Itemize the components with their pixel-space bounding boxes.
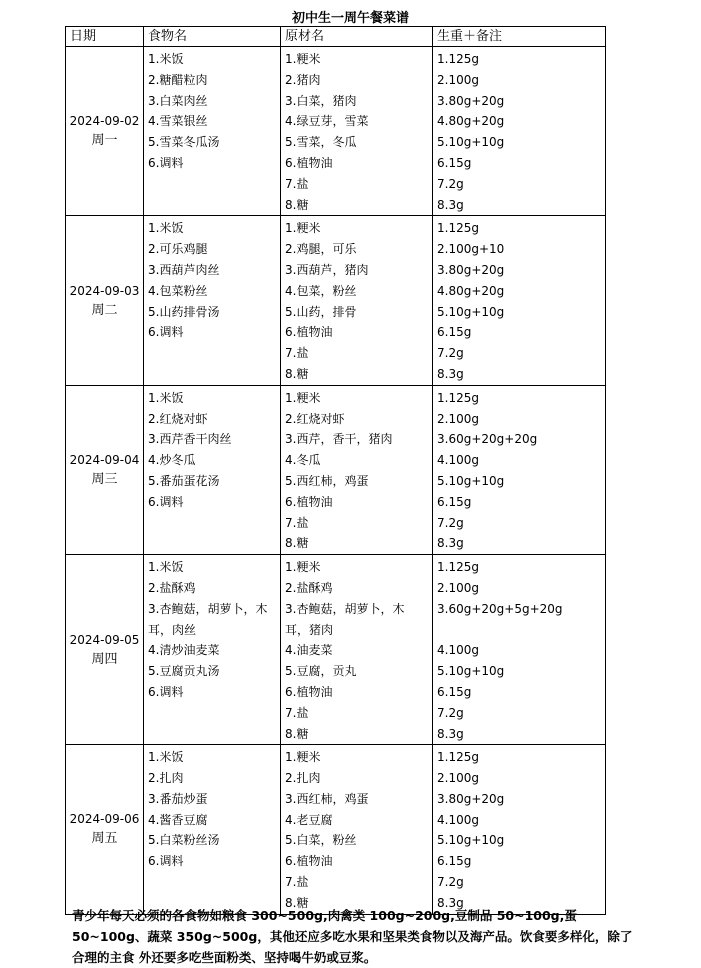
material-cell [281, 745, 433, 914]
header-row [66, 27, 606, 47]
date-text: 2024-09-06 [69, 812, 140, 827]
weight-item: 3.80g+20g [437, 262, 505, 277]
food-cell [144, 745, 281, 914]
material-item: 3.西芹，香干，猪肉 [285, 432, 393, 447]
weight-item: 6.15g [437, 325, 472, 340]
material-item: 4.绿豆芽，雪菜 [285, 114, 369, 129]
weight-item [437, 620, 601, 641]
food-item: 3.杏鲍菇，胡萝卜，木耳，肉丝 [148, 601, 268, 637]
weight-item: 5.10g+10g [437, 473, 505, 488]
weight-item: 6.15g [437, 155, 472, 170]
food-item: 4.雪菜银丝 [148, 114, 208, 129]
weight-item: 1.125g [437, 750, 479, 765]
material-item: 7.盐 [285, 705, 309, 720]
weight-item: 5.10g+10g [437, 135, 505, 150]
food-item: 3.白菜肉丝 [148, 93, 208, 108]
day-row [66, 216, 606, 385]
date-text: 2024-09-04 [69, 452, 140, 467]
weight-item: 5.10g+10g [437, 664, 505, 679]
weight-item: 3.80g+20g [437, 93, 505, 108]
day-date-cell [66, 216, 144, 385]
material-item: 7.盐 [285, 515, 309, 530]
material-item: 3.西红柿，鸡蛋 [285, 791, 369, 806]
weekday-text: 周一 [91, 133, 118, 149]
food-cell [144, 216, 281, 385]
material-item: 2.盐酥鸡 [285, 580, 333, 595]
nutrition-note: 青少年每天必须的各食物如粮食 300~500g,肉禽类 100g~200g,豆制品 50~100g,蛋 50~100g、蔬菜 350g~500g，其他还应多吃水果和坚果类食物以及海产品。饮食要多样化，除了合理的主食 外还要多吃些面粉类、坚持喝牛奶或豆浆。 [72, 908, 633, 965]
material-item: 5.山药，排骨 [285, 304, 357, 319]
day-row [66, 47, 606, 216]
header-materials: 原材名 [281, 27, 433, 47]
food-item: 5.豆腐贡丸汤 [148, 664, 220, 679]
food-item: 1.米饭 [148, 750, 184, 765]
material-item: 2.猪肉 [285, 72, 321, 87]
day-row [66, 555, 606, 745]
weight-item: 7.2g [437, 515, 464, 530]
food-item: 6.调料 [148, 854, 184, 869]
material-item: 2.扎肉 [285, 771, 321, 786]
weekday-text: 周三 [91, 471, 118, 487]
material-item: 6.植物油 [285, 155, 333, 170]
food-item: 4.炒冬瓜 [148, 453, 196, 468]
material-cell [281, 385, 433, 554]
food-item: 3.西芹香干肉丝 [148, 432, 232, 447]
material-cell [281, 555, 433, 745]
food-item: 4.包菜粉丝 [148, 283, 208, 298]
weight-item: 6.15g [437, 684, 472, 699]
weight-cell [433, 47, 606, 216]
material-item: 8.糖 [285, 197, 309, 212]
material-item: 1.粳米 [285, 52, 321, 66]
weight-item: 7.2g [437, 176, 464, 191]
food-item: 6.调料 [148, 494, 184, 509]
day-date-cell [66, 555, 144, 745]
day-date-cell [66, 745, 144, 914]
weight-item: 4.100g [437, 643, 479, 658]
food-item: 1.米饭 [148, 52, 184, 66]
material-item: 3.白菜，猪肉 [285, 93, 357, 108]
weekday-text: 周五 [91, 831, 118, 847]
material-item: 4.老豆腐 [285, 812, 333, 827]
weight-item: 7.2g [437, 875, 464, 890]
weight-item: 4.100g [437, 812, 479, 827]
date-text: 2024-09-05 [69, 632, 140, 647]
material-item: 6.植物油 [285, 854, 333, 869]
food-item: 5.番茄蛋花汤 [148, 473, 220, 488]
material-item: 1.粳米 [285, 750, 321, 765]
material-cell [281, 216, 433, 385]
material-item: 5.西红柿，鸡蛋 [285, 473, 369, 488]
weight-item: 8.3g [437, 726, 464, 741]
header-food: 食物名 [144, 27, 281, 47]
weight-item: 2.100g [437, 771, 479, 786]
weight-item: 1.125g [437, 390, 479, 405]
weight-item: 5.10g+10g [437, 304, 505, 319]
weight-item: 2.100g [437, 580, 479, 595]
food-item: 2.扎肉 [148, 771, 184, 786]
date-text: 2024-09-03 [69, 283, 140, 298]
material-item: 5.白菜，粉丝 [285, 833, 357, 848]
material-item: 4.油麦菜 [285, 643, 333, 658]
day-date-cell [66, 47, 144, 216]
weight-item: 3.60g+20g+5g+20g [437, 601, 563, 616]
material-item: 6.植物油 [285, 684, 333, 699]
weight-item: 2.100g [437, 411, 479, 426]
weight-item: 7.2g [437, 705, 464, 720]
material-item: 8.糖 [285, 536, 309, 551]
weight-cell [433, 216, 606, 385]
food-item: 5.雪菜冬瓜汤 [148, 135, 220, 150]
food-item: 5.白菜粉丝汤 [148, 833, 220, 848]
material-item: 4.冬瓜 [285, 453, 321, 468]
food-item: 2.糖醋粒肉 [148, 72, 208, 87]
weight-item: 4.80g+20g [437, 283, 505, 298]
material-item: 8.糖 [285, 366, 309, 381]
weight-item: 8.3g [437, 197, 464, 212]
weight-item: 3.80g+20g [437, 791, 505, 806]
weight-item: 6.15g [437, 494, 472, 509]
weight-item: 5.10g+10g [437, 833, 505, 848]
weight-item: 1.125g [437, 560, 479, 575]
material-item: 3.杏鲍菇，胡萝卜，木耳，猪肉 [285, 601, 405, 637]
material-item: 6.植物油 [285, 494, 333, 509]
material-item: 7.盐 [285, 875, 309, 890]
food-item: 2.盐酥鸡 [148, 580, 196, 595]
food-cell [144, 555, 281, 745]
food-item: 3.番茄炒蛋 [148, 791, 208, 806]
food-item: 6.调料 [148, 155, 184, 170]
food-item: 2.可乐鸡腿 [148, 242, 208, 257]
weight-item: 4.100g [437, 453, 479, 468]
food-item: 6.调料 [148, 325, 184, 340]
material-item: 5.雪菜，冬瓜 [285, 135, 357, 150]
material-item: 7.盐 [285, 176, 309, 191]
material-item: 2.鸡腿，可乐 [285, 242, 357, 257]
food-item: 1.米饭 [148, 221, 184, 236]
weight-item: 4.80g+20g [437, 114, 505, 129]
food-item: 5.山药排骨汤 [148, 304, 220, 319]
material-item: 1.粳米 [285, 390, 321, 405]
weekday-text: 周四 [91, 651, 118, 667]
day-row [66, 385, 606, 554]
weight-item: 2.100g+10 [437, 242, 505, 257]
food-cell [144, 385, 281, 554]
weight-item: 1.125g [437, 52, 479, 66]
material-cell [281, 47, 433, 216]
weight-item: 2.100g [437, 72, 479, 87]
day-row [66, 745, 606, 914]
weight-item: 8.3g [437, 366, 464, 381]
weight-item: 1.125g [437, 221, 479, 236]
material-item: 3.西葫芦，猪肉 [285, 262, 369, 277]
food-item: 1.米饭 [148, 560, 184, 575]
material-item: 5.豆腐，贡丸 [285, 664, 357, 679]
material-item: 4.包菜，粉丝 [285, 283, 357, 298]
header-weight: 生重＋备注 [433, 27, 606, 47]
food-item: 1.米饭 [148, 390, 184, 405]
material-item: 1.粳米 [285, 221, 321, 236]
food-item: 6.调料 [148, 684, 184, 699]
material-item: 8.糖 [285, 726, 309, 741]
material-item: 1.粳米 [285, 560, 321, 575]
weekday-text: 周二 [91, 302, 118, 318]
material-item: 7.盐 [285, 346, 309, 361]
material-item: 6.植物油 [285, 325, 333, 340]
food-item: 3.西葫芦肉丝 [148, 262, 220, 277]
weight-item: 8.3g [437, 536, 464, 551]
weight-item: 3.60g+20g+20g [437, 432, 538, 447]
weight-cell [433, 385, 606, 554]
food-item: 4.清炒油麦菜 [148, 643, 220, 658]
page-title: 初中生一周午餐菜谱 [291, 11, 409, 26]
material-item: 2.红烧对虾 [285, 411, 345, 426]
weight-item: 8.3g [437, 895, 464, 910]
weight-item: 6.15g [437, 854, 472, 869]
food-cell [144, 47, 281, 216]
header-date: 日期 [66, 27, 144, 47]
day-date-cell [66, 385, 144, 554]
date-text: 2024-09-02 [69, 114, 140, 129]
material-item: 8.糖 [285, 895, 309, 910]
weight-item: 7.2g [437, 346, 464, 361]
food-item: 2.红烧对虾 [148, 411, 208, 426]
weight-cell [433, 555, 606, 745]
food-item: 4.酱香豆腐 [148, 812, 208, 827]
menu-table [65, 26, 606, 915]
weight-cell [433, 745, 606, 914]
